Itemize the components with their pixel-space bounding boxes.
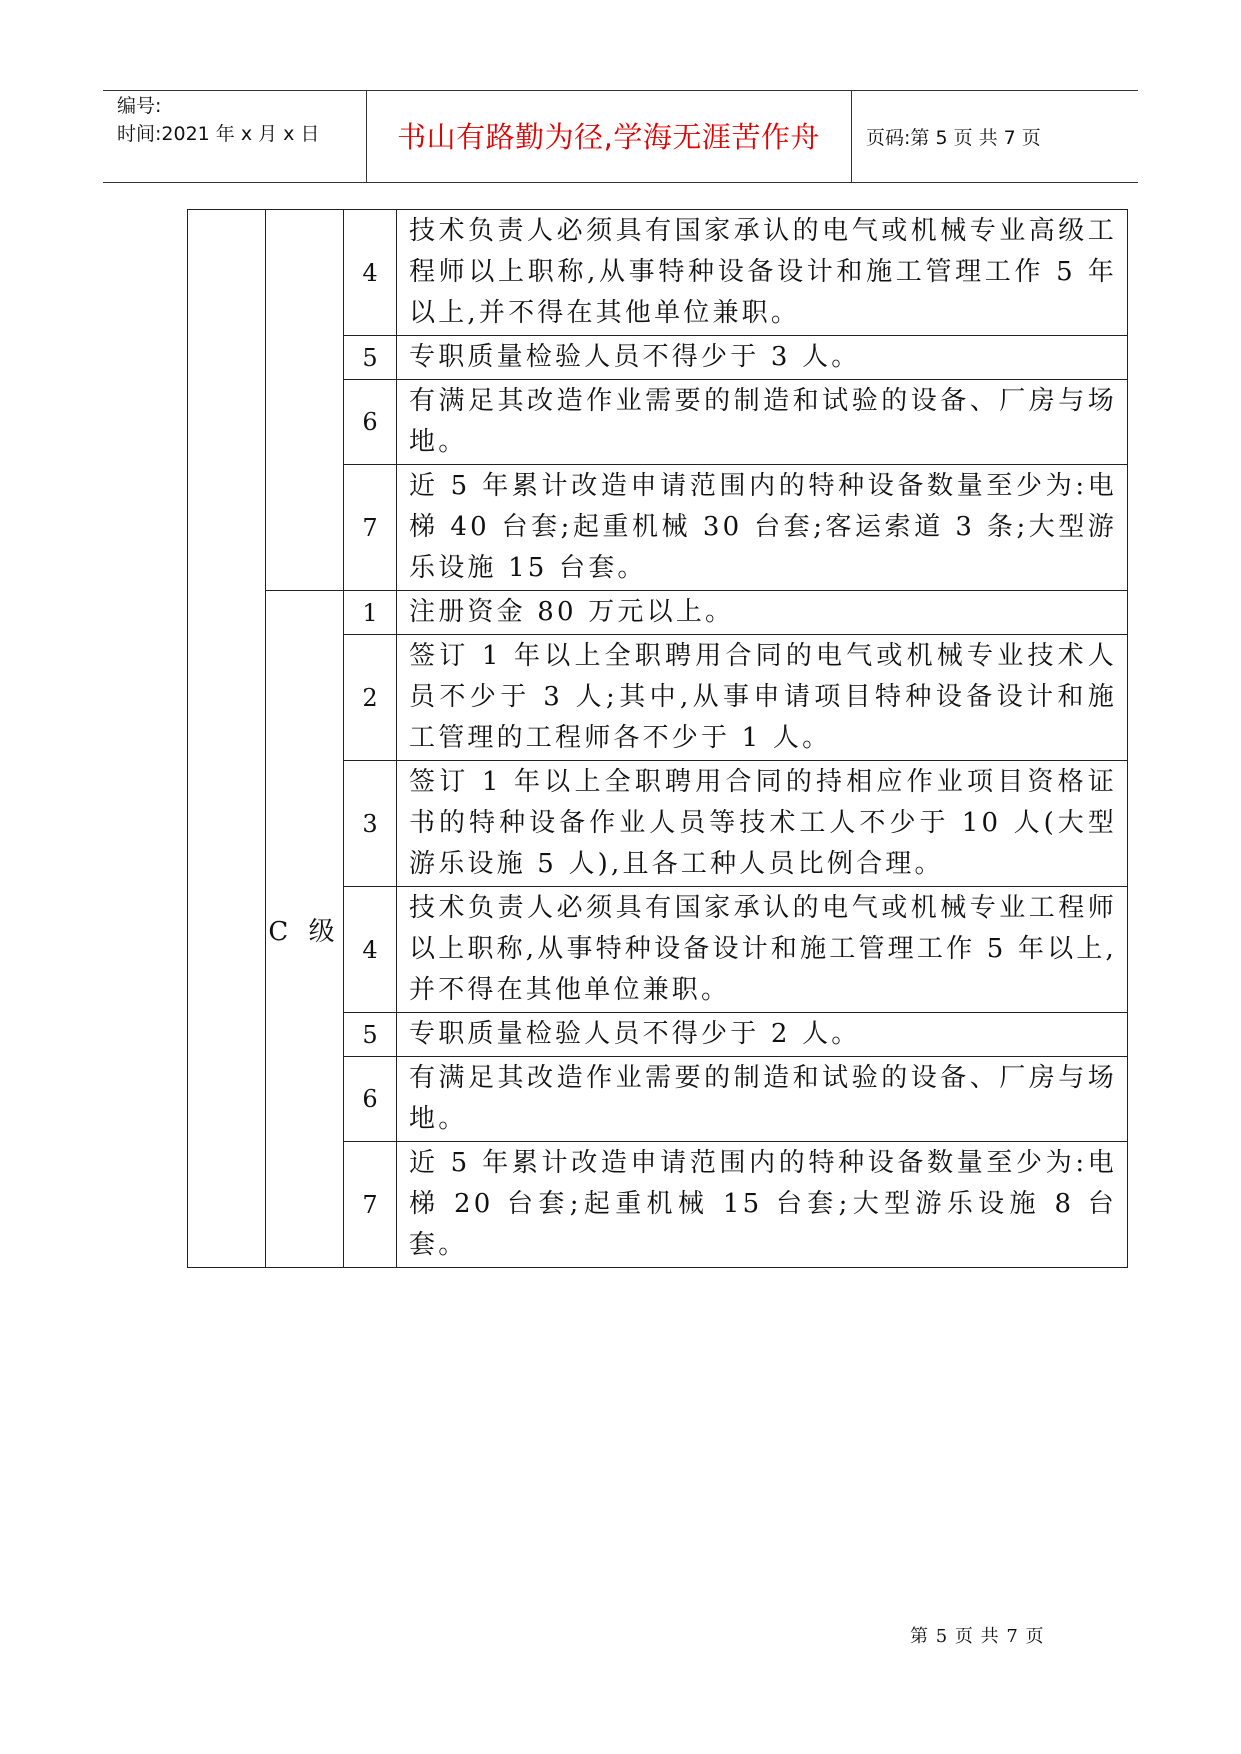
requirement-text: 有满足其改造作业需要的制造和试验的设备、厂房与场地。 bbox=[397, 380, 1128, 465]
requirement-text: 签订 1 年以上全职聘用合同的电气或机械专业技术人员不少于 3 人;其中,从事申请项目特种设备设计和施工管理的工程师各不少于 1 人。 bbox=[397, 635, 1128, 761]
requirement-text: 技术负责人必须具有国家承认的电气或机械专业工程师以上职称,从事特种设备设计和施工管理工作 5 年以上,并不得在其他单位兼职。 bbox=[397, 887, 1128, 1013]
document-number-label: 编号: bbox=[117, 95, 162, 117]
header-page-info: 页码:第 5 页 共 7 页 bbox=[866, 127, 1041, 149]
row-number: 6 bbox=[344, 380, 397, 465]
row-number: 4 bbox=[344, 887, 397, 1013]
header-meta bbox=[117, 92, 319, 148]
header-motto: 书山有路勤为径,学海无涯苦作舟 bbox=[397, 120, 820, 154]
requirement-text: 近 5 年累计改造申请范围内的特种设备数量至少为:电梯 20 台套;起重机械 15 台套;大型游乐设施 8 台套。 bbox=[397, 1142, 1128, 1268]
header-bottom-rule bbox=[103, 182, 1138, 183]
row-number: 7 bbox=[344, 465, 397, 591]
document-time: 时间:2021 年 x 月 x 日 bbox=[117, 123, 320, 145]
requirement-text: 近 5 年累计改造申请范围内的特种设备数量至少为:电梯 40 台套;起重机械 30 台套;客运索道 3 条;大型游乐设施 15 台套。 bbox=[397, 465, 1128, 591]
row-number: 4 bbox=[344, 210, 397, 336]
header-divider-right bbox=[851, 90, 852, 182]
c-level-label: C 级 bbox=[266, 591, 344, 1268]
table-row bbox=[188, 591, 1128, 635]
requirement-text: 技术负责人必须具有国家承认的电气或机械专业高级工程师以上职称,从事特种设备设计和施工管理工作 5 年以上,并不得在其他单位兼职。 bbox=[397, 210, 1128, 336]
page-footer: 第 5 页 共 7 页 bbox=[910, 1626, 1045, 1647]
row-number: 3 bbox=[344, 761, 397, 887]
row-number: 5 bbox=[344, 336, 397, 380]
requirement-text: 注册资金 80 万元以上。 bbox=[397, 591, 1128, 635]
row-number: 2 bbox=[344, 635, 397, 761]
requirements-table bbox=[187, 209, 1128, 1268]
requirement-text: 有满足其改造作业需要的制造和试验的设备、厂房与场地。 bbox=[397, 1057, 1128, 1142]
table-row bbox=[188, 210, 1128, 336]
sublevel-cell-upper bbox=[266, 210, 344, 591]
requirement-text: 专职质量检验人员不得少于 3 人。 bbox=[397, 336, 1128, 380]
header-top-rule bbox=[103, 90, 1138, 91]
level-column-cell bbox=[188, 210, 266, 1268]
row-number: 6 bbox=[344, 1057, 397, 1142]
requirement-text: 专职质量检验人员不得少于 2 人。 bbox=[397, 1013, 1128, 1057]
row-number: 1 bbox=[344, 591, 397, 635]
requirement-text: 签订 1 年以上全职聘用合同的持相应作业项目资格证书的特种设备作业人员等技术工人不少于 10 人(大型游乐设施 5 人),且各工种人员比例合理。 bbox=[397, 761, 1128, 887]
row-number: 5 bbox=[344, 1013, 397, 1057]
row-number: 7 bbox=[344, 1142, 397, 1268]
